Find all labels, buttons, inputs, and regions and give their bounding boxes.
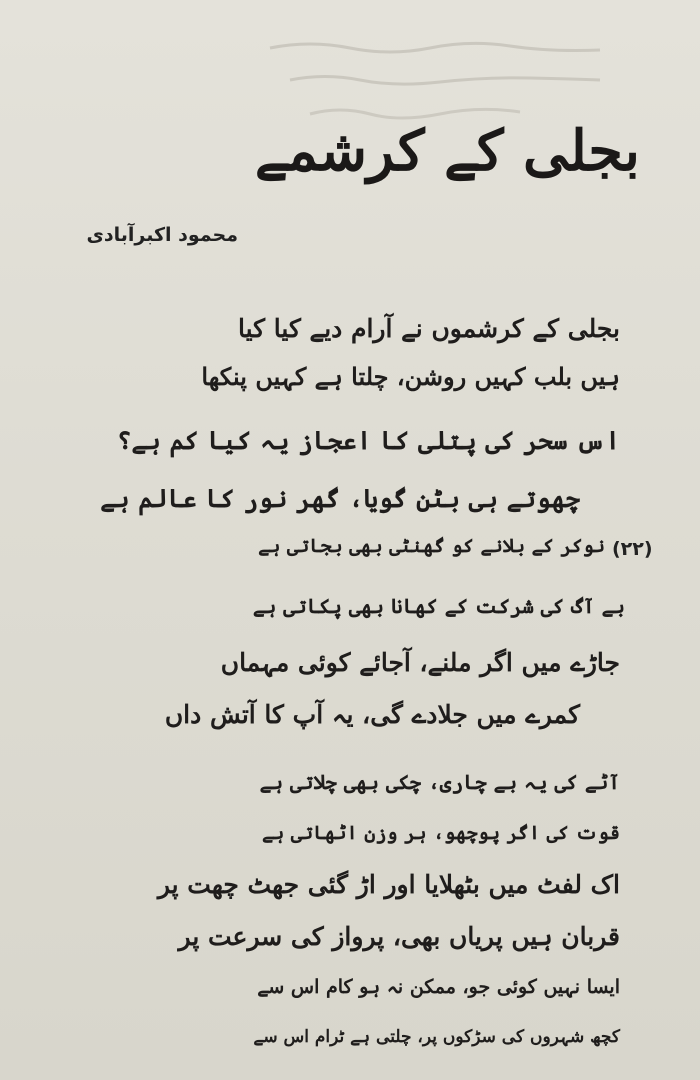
verse-line: کمرے میں جلادے گی، یہ آپ کا آتش داں (164, 700, 580, 729)
verse-line: بے آگ کی شرکت کے کھانا بھی پکاتی ہے (252, 594, 625, 618)
verse-line: نوکر کے بلانے کو گھنٹی بھی بجاتی ہے (258, 535, 605, 557)
verse-line: چھوتے ہی بٹن گویا، گھر نور کا عالم ہے (100, 484, 580, 513)
poem-title: بجلی کے کرشمے (254, 118, 640, 184)
verse-line: کچھ شہروں کی سڑکوں پر، چلتی ہے ٹرام اس سے (253, 1027, 620, 1047)
verse-line: قوت کی اگر پوچھو، ہر وزن اٹھاتی ہے (261, 822, 620, 844)
verse-line: اک لفٹ میں بٹھلایا اور اڑ گئی جھٹ چھت پر (157, 870, 620, 899)
verse-line: آٹے کی یہ بے چاری، چکی بھی چلاتی ہے (259, 770, 620, 794)
verse-line: جاڑے میں اگر ملنے، آجائے کوئی مہماں (220, 648, 620, 677)
verse-line: ایسا نہیں کوئی جو، ممکن نہ ہو کام اس سے (257, 976, 620, 998)
verse-number: (۲۲) (612, 538, 653, 560)
poet-name: محمود اکبرآبادی (86, 224, 238, 246)
verse-line: ہیں بلب کہیں روشن، چلتا ہے کہیں پنکھا (201, 362, 620, 391)
verse-line: بجلی کے کرشموں نے آرام دیے کیا کیا (238, 314, 620, 343)
verse-line: اس سحر کی پتلی کا اعجاز یہ کیا کم ہے؟ (116, 426, 620, 455)
verse-line: قربان ہیں پریاں بھی، پرواز کی سرعت پر (178, 922, 620, 951)
